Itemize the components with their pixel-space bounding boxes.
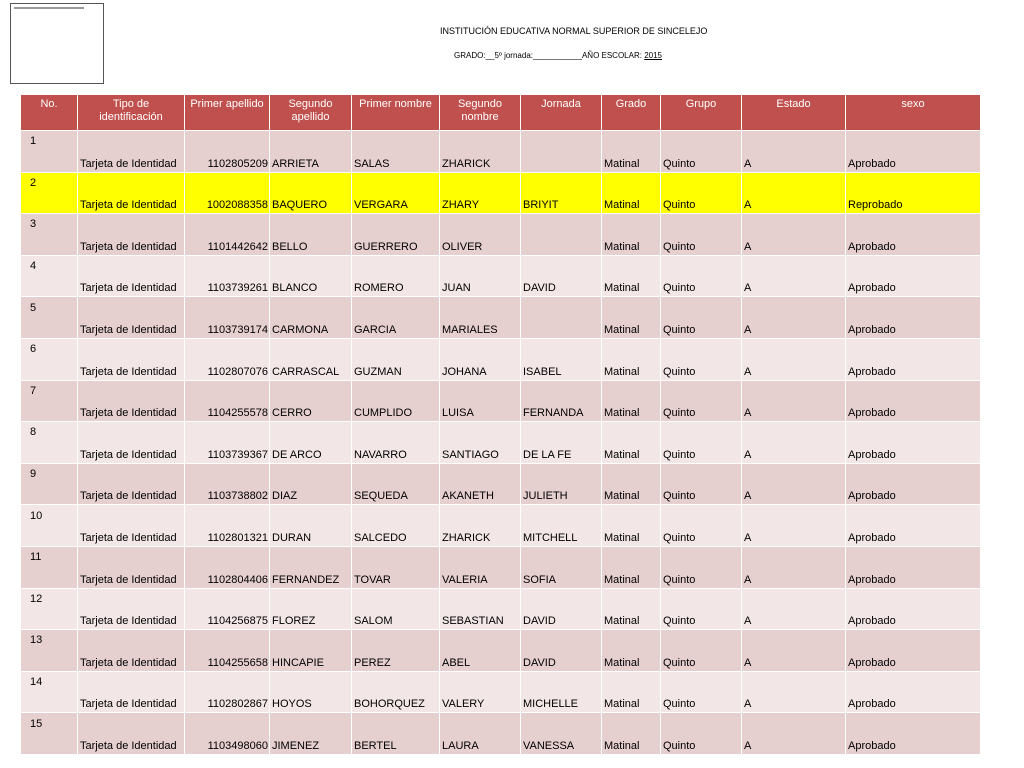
cell-grupo: A <box>742 713 846 755</box>
cell-segundo-apellido: SALOM <box>352 588 440 630</box>
cell-tipo-identificacion: Tarjeta de Identidad <box>78 131 185 173</box>
cell-jornada: Matinal <box>602 131 661 173</box>
cell-segundo-nombre: ISABEL <box>521 338 602 380</box>
jornada-label: jornada: <box>504 51 533 60</box>
cell-grado: Quinto <box>661 713 742 755</box>
cell-segundo-nombre <box>521 297 602 339</box>
cell-jornada: Matinal <box>602 546 661 588</box>
cell-segundo-apellido: VERGARA <box>352 172 440 214</box>
col-header-grado: Grado <box>602 95 661 131</box>
row-number-text: 2 <box>30 176 37 189</box>
cell-tipo-identificacion: Tarjeta de Identidad <box>78 546 185 588</box>
cell-primer-apellido: FERNANDEZ <box>270 546 352 588</box>
row-number-text: 8 <box>30 426 37 439</box>
cell-estado: Aprobado <box>846 297 981 339</box>
row-number-text: 11 <box>30 551 42 564</box>
cell-estado: Aprobado <box>846 630 981 672</box>
cell-grupo: A <box>742 546 846 588</box>
cell-numero-identificacion: 1103739261 <box>185 255 270 297</box>
cell-estado: Reprobado <box>846 172 981 214</box>
cell-primer-apellido: FLOREZ <box>270 588 352 630</box>
cell-row-number <box>21 505 78 547</box>
cell-segundo-apellido: CUMPLIDO <box>352 380 440 422</box>
col-header-primer-apellido: Primer apellido <box>185 95 270 131</box>
table-row <box>21 630 981 672</box>
cell-segundo-apellido: GUERRERO <box>352 214 440 256</box>
cell-row-number <box>21 546 78 588</box>
cell-primer-apellido: ARRIETA <box>270 131 352 173</box>
cell-segundo-nombre: VANESSA <box>521 713 602 755</box>
row-number-text: 1 <box>30 135 37 148</box>
cell-numero-identificacion: 1104255578 <box>185 380 270 422</box>
cell-numero-identificacion: 1102801321 <box>185 505 270 547</box>
cell-grado: Quinto <box>661 463 742 505</box>
cell-grupo: A <box>742 422 846 464</box>
cell-segundo-nombre: BRIYIT <box>521 172 602 214</box>
cell-tipo-identificacion: Tarjeta de Identidad <box>78 671 185 713</box>
table-row <box>21 214 981 256</box>
cell-segundo-nombre: DAVID <box>521 255 602 297</box>
table-row <box>21 422 981 464</box>
cell-tipo-identificacion: Tarjeta de Identidad <box>78 422 185 464</box>
cell-numero-identificacion: 1102804406 <box>185 546 270 588</box>
cell-row-number <box>21 422 78 464</box>
cell-estado: Aprobado <box>846 422 981 464</box>
cell-row-number <box>21 671 78 713</box>
cell-segundo-apellido: GARCIA <box>352 297 440 339</box>
col-header-sexo: sexo <box>846 95 981 131</box>
cell-grado: Quinto <box>661 380 742 422</box>
cell-row-number <box>21 380 78 422</box>
cell-grupo: A <box>742 671 846 713</box>
cell-tipo-identificacion: Tarjeta de Identidad <box>78 214 185 256</box>
cell-grupo: A <box>742 131 846 173</box>
col-header-segundo-nombre: Segundo nombre <box>440 95 521 131</box>
cell-segundo-apellido: TOVAR <box>352 546 440 588</box>
row-number-text: 14 <box>30 676 43 689</box>
col-header-segundo-apellido: Segundo apellido <box>270 95 352 131</box>
col-header-estado: Estado <box>742 95 846 131</box>
table-row <box>21 588 981 630</box>
cell-primer-nombre: LAURA <box>440 713 521 755</box>
cell-grupo: A <box>742 630 846 672</box>
logo-placeholder <box>14 7 84 9</box>
grado-value: __5º <box>485 51 502 60</box>
cell-primer-nombre: JUAN <box>440 255 521 297</box>
cell-numero-identificacion: 1102805209 <box>185 131 270 173</box>
cell-segundo-nombre: DE LA FE <box>521 422 602 464</box>
cell-tipo-identificacion: Tarjeta de Identidad <box>78 172 185 214</box>
table-row <box>21 338 981 380</box>
table-row <box>21 671 981 713</box>
cell-primer-nombre: ZHARICK <box>440 505 521 547</box>
cell-grado: Quinto <box>661 546 742 588</box>
cell-row-number <box>21 214 78 256</box>
cell-tipo-identificacion: Tarjeta de Identidad <box>78 713 185 755</box>
cell-primer-apellido: HINCAPIE <box>270 630 352 672</box>
cell-grado: Quinto <box>661 214 742 256</box>
cell-primer-nombre: VALERIA <box>440 546 521 588</box>
row-number-text: 5 <box>30 301 37 314</box>
cell-jornada: Matinal <box>602 713 661 755</box>
cell-row-number <box>21 172 78 214</box>
cell-estado: Aprobado <box>846 671 981 713</box>
cell-primer-nombre: ZHARY <box>440 172 521 214</box>
table-row <box>21 505 981 547</box>
cell-primer-nombre: ABEL <box>440 630 521 672</box>
cell-jornada: Matinal <box>602 214 661 256</box>
cell-segundo-apellido: GUZMAN <box>352 338 440 380</box>
cell-tipo-identificacion: Tarjeta de Identidad <box>78 505 185 547</box>
cell-segundo-apellido: PEREZ <box>352 630 440 672</box>
cell-estado: Aprobado <box>846 131 981 173</box>
table-row <box>21 463 981 505</box>
cell-primer-nombre: LUISA <box>440 380 521 422</box>
cell-tipo-identificacion: Tarjeta de Identidad <box>78 588 185 630</box>
cell-numero-identificacion: 1102807076 <box>185 338 270 380</box>
cell-grupo: A <box>742 172 846 214</box>
cell-jornada: Matinal <box>602 630 661 672</box>
cell-numero-identificacion: 1103498060 <box>185 713 270 755</box>
cell-grupo: A <box>742 338 846 380</box>
cell-primer-apellido: DURAN <box>270 505 352 547</box>
row-number-text: 3 <box>30 218 37 231</box>
table-row <box>21 380 981 422</box>
cell-segundo-apellido: BERTEL <box>352 713 440 755</box>
cell-grado: Quinto <box>661 630 742 672</box>
cell-segundo-apellido: ROMERO <box>352 255 440 297</box>
cell-segundo-apellido: SALAS <box>352 131 440 173</box>
row-number-text: 10 <box>30 509 43 522</box>
cell-jornada: Matinal <box>602 463 661 505</box>
cell-primer-nombre: AKANETH <box>440 463 521 505</box>
cell-primer-apellido: CERRO <box>270 380 352 422</box>
cell-estado: Aprobado <box>846 588 981 630</box>
row-number-text: 15 <box>30 717 43 730</box>
cell-primer-apellido: BELLO <box>270 214 352 256</box>
cell-grado: Quinto <box>661 172 742 214</box>
cell-primer-apellido: BAQUERO <box>270 172 352 214</box>
cell-row-number <box>21 713 78 755</box>
table-row <box>21 172 981 214</box>
cell-grado: Quinto <box>661 671 742 713</box>
cell-primer-nombre: SEBASTIAN <box>440 588 521 630</box>
table-row <box>21 546 981 588</box>
row-number-text: 13 <box>30 634 43 647</box>
cell-numero-identificacion: 1103739367 <box>185 422 270 464</box>
cell-numero-identificacion: 1102802867 <box>185 671 270 713</box>
cell-grado: Quinto <box>661 131 742 173</box>
cell-primer-apellido: DIAZ <box>270 463 352 505</box>
cell-row-number <box>21 630 78 672</box>
col-header-grupo: Grupo <box>661 95 742 131</box>
col-header-tipo: Tipo de identificación <box>78 95 185 131</box>
row-number-text: 4 <box>30 260 37 273</box>
row-number-text: 6 <box>30 343 37 356</box>
cell-jornada: Matinal <box>602 255 661 297</box>
cell-grado: Quinto <box>661 422 742 464</box>
cell-segundo-nombre: MITCHELL <box>521 505 602 547</box>
cell-estado: Aprobado <box>846 338 981 380</box>
cell-tipo-identificacion: Tarjeta de Identidad <box>78 630 185 672</box>
cell-tipo-identificacion: Tarjeta de Identidad <box>78 380 185 422</box>
cell-segundo-nombre: DAVID <box>521 630 602 672</box>
table-header <box>21 95 981 131</box>
cell-grupo: A <box>742 297 846 339</box>
anio-value: 2015 <box>644 51 662 60</box>
col-header-no: No. <box>21 95 78 131</box>
cell-segundo-apellido: NAVARRO <box>352 422 440 464</box>
cell-primer-nombre: VALERY <box>440 671 521 713</box>
cell-row-number <box>21 338 78 380</box>
cell-grado: Quinto <box>661 297 742 339</box>
cell-primer-nombre: MARIALES <box>440 297 521 339</box>
cell-estado: Aprobado <box>846 380 981 422</box>
cell-grado: Quinto <box>661 505 742 547</box>
cell-segundo-nombre: SOFIA <box>521 546 602 588</box>
cell-grupo: A <box>742 505 846 547</box>
cell-primer-apellido: DE ARCO <box>270 422 352 464</box>
cell-numero-identificacion: 1104256875 <box>185 588 270 630</box>
cell-segundo-nombre <box>521 131 602 173</box>
cell-segundo-nombre <box>521 214 602 256</box>
cell-segundo-nombre: DAVID <box>521 588 602 630</box>
cell-grupo: A <box>742 255 846 297</box>
cell-row-number <box>21 463 78 505</box>
anio-label: AÑO ESCOLAR: <box>581 51 642 60</box>
cell-estado: Aprobado <box>846 214 981 256</box>
table-row <box>21 131 981 173</box>
cell-segundo-nombre: JULIETH <box>521 463 602 505</box>
cell-row-number <box>21 255 78 297</box>
row-number-text: 12 <box>30 592 43 605</box>
cell-primer-apellido: HOYOS <box>270 671 352 713</box>
cell-grado: Quinto <box>661 338 742 380</box>
cell-jornada: Matinal <box>602 505 661 547</box>
cell-estado: Aprobado <box>846 505 981 547</box>
cell-numero-identificacion: 1104255658 <box>185 630 270 672</box>
cell-grupo: A <box>742 380 846 422</box>
jornada-value: ___________ <box>533 51 582 60</box>
cell-grupo: A <box>742 463 846 505</box>
cell-numero-identificacion: 1101442642 <box>185 214 270 256</box>
logo-box <box>10 3 104 84</box>
cell-tipo-identificacion: Tarjeta de Identidad <box>78 297 185 339</box>
cell-jornada: Matinal <box>602 338 661 380</box>
cell-estado: Aprobado <box>846 546 981 588</box>
cell-jornada: Matinal <box>602 671 661 713</box>
cell-segundo-apellido: BOHORQUEZ <box>352 671 440 713</box>
cell-jornada: Matinal <box>602 380 661 422</box>
cell-grupo: A <box>742 214 846 256</box>
cell-numero-identificacion: 1103739174 <box>185 297 270 339</box>
cell-numero-identificacion: 1002088358 <box>185 172 270 214</box>
cell-segundo-apellido: SEQUEDA <box>352 463 440 505</box>
cell-tipo-identificacion: Tarjeta de Identidad <box>78 338 185 380</box>
cell-primer-nombre: JOHANA <box>440 338 521 380</box>
cell-row-number <box>21 588 78 630</box>
cell-segundo-apellido: SALCEDO <box>352 505 440 547</box>
institution-title: INSTITUCIÓN EDUCATIVA NORMAL SUPERIOR DE SINCELEJO <box>440 26 708 36</box>
cell-primer-nombre: OLIVER <box>440 214 521 256</box>
cell-jornada: Matinal <box>602 297 661 339</box>
cell-grado: Quinto <box>661 588 742 630</box>
cell-jornada: Matinal <box>602 588 661 630</box>
row-number-text: 9 <box>30 468 37 481</box>
cell-primer-nombre: ZHARICK <box>440 131 521 173</box>
cell-grupo: A <box>742 588 846 630</box>
table-row <box>21 255 981 297</box>
cell-grado: Quinto <box>661 255 742 297</box>
row-number-text: 7 <box>30 384 37 397</box>
student-table <box>20 94 981 755</box>
grado-label: GRADO: <box>454 51 486 60</box>
cell-numero-identificacion: 1103738802 <box>185 463 270 505</box>
cell-primer-apellido: CARMONA <box>270 297 352 339</box>
col-header-jornada: Jornada <box>521 95 602 131</box>
cell-estado: Aprobado <box>846 255 981 297</box>
cell-segundo-nombre: MICHELLE <box>521 671 602 713</box>
col-header-primer-nombre: Primer nombre <box>352 95 440 131</box>
cell-estado: Aprobado <box>846 713 981 755</box>
cell-segundo-nombre: FERNANDA <box>521 380 602 422</box>
document-subtitle <box>454 51 662 60</box>
cell-jornada: Matinal <box>602 422 661 464</box>
cell-primer-apellido: CARRASCAL <box>270 338 352 380</box>
cell-row-number <box>21 131 78 173</box>
table-row <box>21 713 981 755</box>
cell-estado: Aprobado <box>846 463 981 505</box>
cell-primer-apellido: JIMENEZ <box>270 713 352 755</box>
cell-tipo-identificacion: Tarjeta de Identidad <box>78 255 185 297</box>
cell-tipo-identificacion: Tarjeta de Identidad <box>78 463 185 505</box>
cell-primer-nombre: SANTIAGO <box>440 422 521 464</box>
cell-row-number <box>21 297 78 339</box>
cell-primer-apellido: BLANCO <box>270 255 352 297</box>
table-row <box>21 297 981 339</box>
cell-jornada: Matinal <box>602 172 661 214</box>
